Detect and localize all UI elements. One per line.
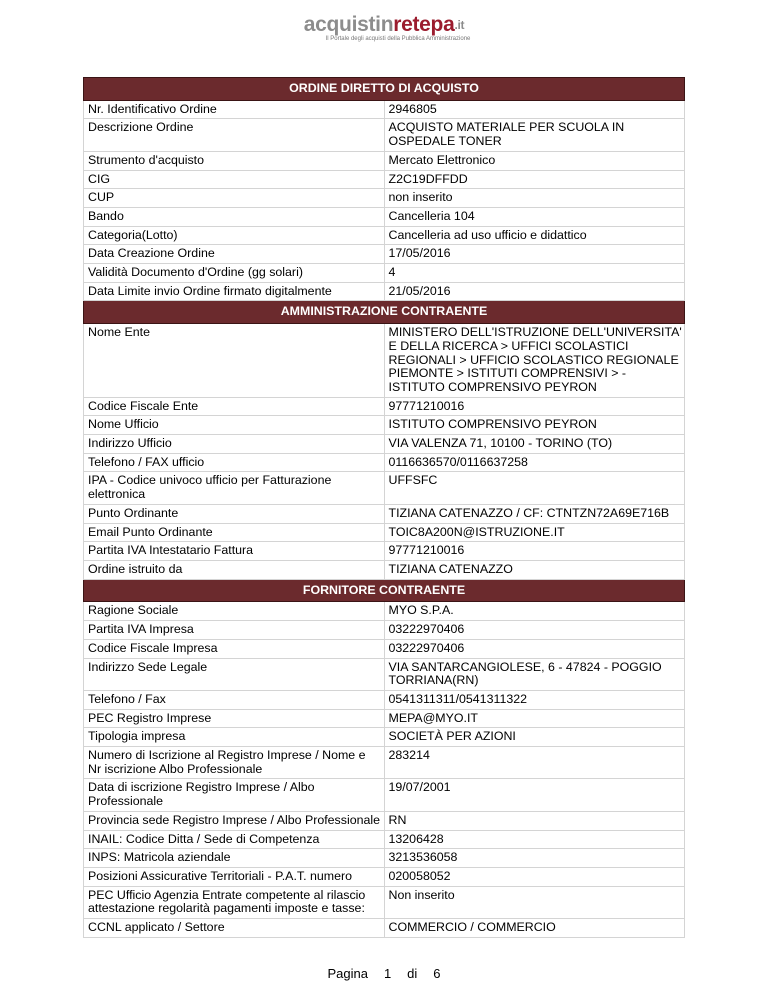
field-row bbox=[84, 453, 685, 472]
field-label: Telefono / FAX ufficio bbox=[84, 453, 385, 472]
section-header-row bbox=[84, 301, 685, 324]
field-row bbox=[84, 245, 685, 264]
section-title: AMMINISTRAZIONE CONTRAENTE bbox=[84, 301, 685, 324]
footer-page-number: 1 bbox=[383, 966, 392, 981]
field-value: TOIC8A200N@ISTRUZIONE.IT bbox=[384, 523, 685, 542]
field-label: Posizioni Assicurative Territoriali - P.A.T. numero bbox=[84, 867, 385, 886]
field-value: 0541311311/0541311322 bbox=[384, 690, 685, 709]
field-value: VIA SANTARCANGIOLESE, 6 - 47824 - POGGIO TORRIANA(RN) bbox=[384, 658, 685, 690]
field-row bbox=[84, 811, 685, 830]
field-row bbox=[84, 472, 685, 504]
field-label: INAIL: Codice Ditta / Sede di Competenza bbox=[84, 830, 385, 849]
field-label: Nr. Identificativo Ordine bbox=[84, 100, 385, 119]
field-label: Codice Fiscale Impresa bbox=[84, 639, 385, 658]
footer-total-pages: 6 bbox=[433, 966, 441, 981]
field-label: Email Punto Ordinante bbox=[84, 523, 385, 542]
field-value: UFFSFC bbox=[384, 472, 685, 504]
field-value: 21/05/2016 bbox=[384, 282, 685, 301]
field-value: 2946805 bbox=[384, 100, 685, 119]
field-label: CIG bbox=[84, 170, 385, 189]
field-label: Indirizzo Sede Legale bbox=[84, 658, 385, 690]
field-label: Ordine istruito da bbox=[84, 560, 385, 579]
field-label: Data Creazione Ordine bbox=[84, 245, 385, 264]
field-label: Tipologia impresa bbox=[84, 728, 385, 747]
field-label: Validità Documento d'Ordine (gg solari) bbox=[84, 264, 385, 283]
field-value: TIZIANA CATENAZZO bbox=[384, 560, 685, 579]
field-label: Partita IVA Impresa bbox=[84, 621, 385, 640]
field-label: Codice Fiscale Ente bbox=[84, 397, 385, 416]
footer-di-label: di bbox=[407, 966, 418, 981]
field-label: Indirizzo Ufficio bbox=[84, 435, 385, 454]
field-row bbox=[84, 602, 685, 621]
portal-logo bbox=[0, 14, 768, 42]
field-row bbox=[84, 324, 685, 398]
field-value: VIA VALENZA 71, 10100 - TORINO (TO) bbox=[384, 435, 685, 454]
field-row bbox=[84, 886, 685, 918]
field-value: MINISTERO DELL'ISTRUZIONE DELL'UNIVERSITA' E DELLA RICERCA > UFFICI SCOLASTICI REGIONALI > UFFICIO SCOLASTICO REGIONALE PIEMONTE > ISTITUTI COMPRENSIVI > -ISTITUTO COMPRENSIVO PEYRON bbox=[384, 324, 685, 398]
field-row bbox=[84, 207, 685, 226]
field-label: Partita IVA Intestatario Fattura bbox=[84, 542, 385, 561]
field-row bbox=[84, 709, 685, 728]
field-value: 03222970406 bbox=[384, 621, 685, 640]
field-value: RN bbox=[384, 811, 685, 830]
field-label: PEC Ufficio Agenzia Entrate competente al rilascio attestazione regolarità pagamenti imposte e tasse: bbox=[84, 886, 385, 918]
field-label: Data Limite invio Ordine firmato digitalmente bbox=[84, 282, 385, 301]
field-row bbox=[84, 282, 685, 301]
field-row bbox=[84, 397, 685, 416]
field-row bbox=[84, 849, 685, 868]
field-row bbox=[84, 658, 685, 690]
section-header-row bbox=[84, 78, 685, 101]
field-label: INPS: Matricola aziendale bbox=[84, 849, 385, 868]
field-row bbox=[84, 542, 685, 561]
field-label: Bando bbox=[84, 207, 385, 226]
field-value: 4 bbox=[384, 264, 685, 283]
field-value: MYO S.P.A. bbox=[384, 602, 685, 621]
field-row bbox=[84, 690, 685, 709]
logo-text-part1: acquistin bbox=[303, 13, 394, 36]
order-table bbox=[83, 77, 685, 938]
field-value: 020058052 bbox=[384, 867, 685, 886]
field-value: 17/05/2016 bbox=[384, 245, 685, 264]
field-row bbox=[84, 621, 685, 640]
order-document bbox=[83, 77, 685, 938]
field-label: Telefono / Fax bbox=[84, 690, 385, 709]
page-footer bbox=[0, 966, 768, 981]
field-row bbox=[84, 830, 685, 849]
field-row bbox=[84, 151, 685, 170]
field-row bbox=[84, 416, 685, 435]
field-label: Categoria(Lotto) bbox=[84, 226, 385, 245]
field-label: CUP bbox=[84, 189, 385, 208]
field-value: 03222970406 bbox=[384, 639, 685, 658]
field-value: 0116636570/0116637258 bbox=[384, 453, 685, 472]
field-row bbox=[84, 523, 685, 542]
section-title: ORDINE DIRETTO DI ACQUISTO bbox=[84, 78, 685, 101]
field-value: MEPA@MYO.IT bbox=[384, 709, 685, 728]
field-label: Descrizione Ordine bbox=[84, 119, 385, 151]
field-row bbox=[84, 119, 685, 151]
field-label: PEC Registro Imprese bbox=[84, 709, 385, 728]
logo-text-part2: retepa bbox=[393, 13, 455, 36]
field-label: Nome Ufficio bbox=[84, 416, 385, 435]
field-label: Provincia sede Registro Imprese / Albo Professionale bbox=[84, 811, 385, 830]
field-value: Mercato Elettronico bbox=[384, 151, 685, 170]
field-row bbox=[84, 747, 685, 779]
field-value: 97771210016 bbox=[384, 397, 685, 416]
field-value: TIZIANA CATENAZZO / CF: CTNTZN72A69E716B bbox=[384, 504, 685, 523]
field-label: Ragione Sociale bbox=[84, 602, 385, 621]
field-value: ISTITUTO COMPRENSIVO PEYRON bbox=[384, 416, 685, 435]
field-row bbox=[84, 226, 685, 245]
field-value: 3213536058 bbox=[384, 849, 685, 868]
field-label: Punto Ordinante bbox=[84, 504, 385, 523]
field-row bbox=[84, 435, 685, 454]
field-label: Data di iscrizione Registro Imprese / Albo Professionale bbox=[84, 779, 385, 811]
field-row bbox=[84, 779, 685, 811]
section-header-row bbox=[84, 579, 685, 602]
logo-text-part3: .it bbox=[454, 18, 465, 32]
logo-tagline: Il Portale degli acquisti della Pubblica Amministrazione bbox=[325, 36, 471, 42]
field-row bbox=[84, 728, 685, 747]
section-title: FORNITORE CONTRAENTE bbox=[84, 579, 685, 602]
field-value: Cancelleria 104 bbox=[384, 207, 685, 226]
field-row bbox=[84, 189, 685, 208]
field-row bbox=[84, 639, 685, 658]
field-label: Numero di Iscrizione al Registro Imprese / Nome e Nr iscrizione Albo Professionale bbox=[84, 747, 385, 779]
field-value: non inserito bbox=[384, 189, 685, 208]
field-label: CCNL applicato / Settore bbox=[84, 919, 385, 938]
field-label: Nome Ente bbox=[84, 324, 385, 398]
field-row bbox=[84, 100, 685, 119]
field-row bbox=[84, 504, 685, 523]
field-label: IPA - Codice univoco ufficio per Fatturazione elettronica bbox=[84, 472, 385, 504]
field-value: 97771210016 bbox=[384, 542, 685, 561]
field-value: 13206428 bbox=[384, 830, 685, 849]
field-row bbox=[84, 919, 685, 938]
field-value: ACQUISTO MATERIALE PER SCUOLA IN OSPEDALE TONER bbox=[384, 119, 685, 151]
field-value: COMMERCIO / COMMERCIO bbox=[384, 919, 685, 938]
field-row bbox=[84, 867, 685, 886]
field-value: Z2C19DFFDD bbox=[384, 170, 685, 189]
field-value: 283214 bbox=[384, 747, 685, 779]
field-value: Non inserito bbox=[384, 886, 685, 918]
footer-pagina-label: Pagina bbox=[327, 966, 368, 981]
field-row bbox=[84, 264, 685, 283]
field-row bbox=[84, 560, 685, 579]
field-value: Cancelleria ad uso ufficio e didattico bbox=[384, 226, 685, 245]
field-row bbox=[84, 170, 685, 189]
field-label: Strumento d'acquisto bbox=[84, 151, 385, 170]
field-value: 19/07/2001 bbox=[384, 779, 685, 811]
field-value: SOCIETÀ PER AZIONI bbox=[384, 728, 685, 747]
